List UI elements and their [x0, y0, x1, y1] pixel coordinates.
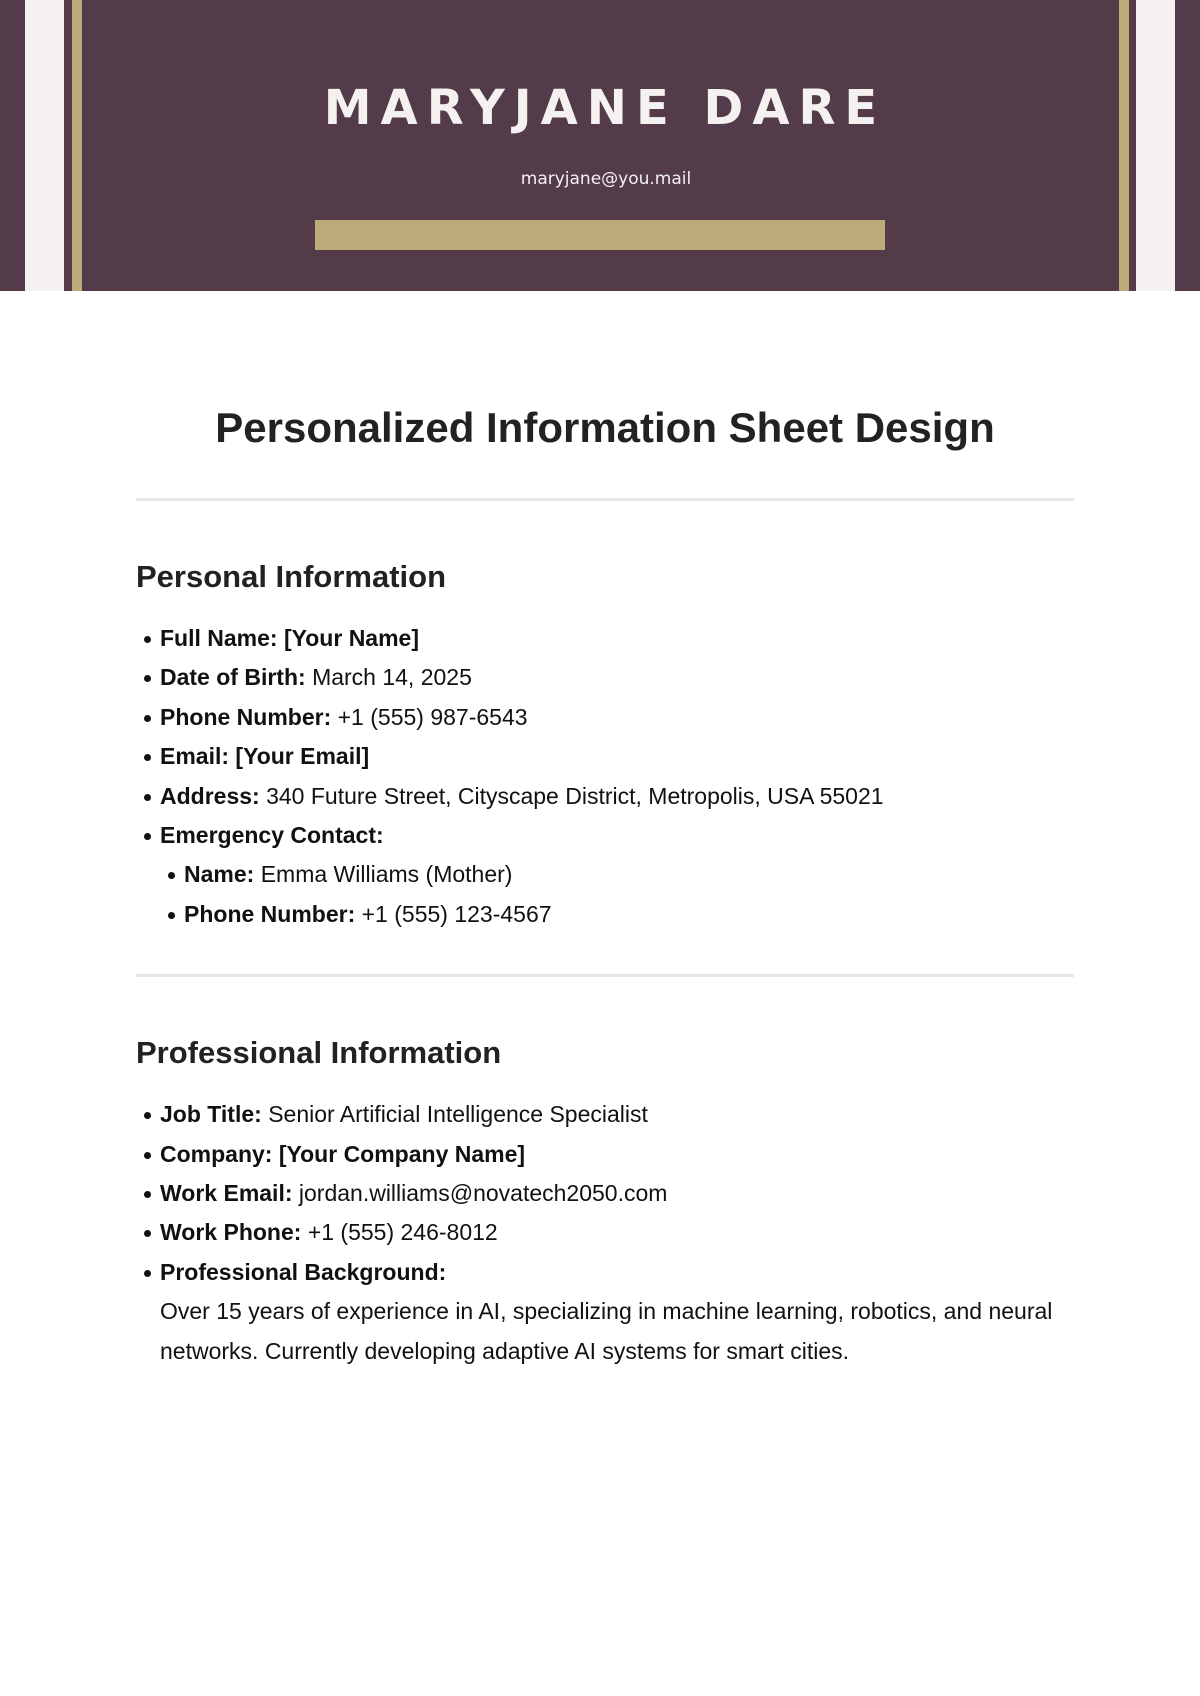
list-item-emergency-name	[160, 855, 1074, 894]
emergency-name-value: Emma Williams (Mother)	[260, 861, 513, 888]
list-item-full-name	[136, 619, 1074, 658]
phone-value: +1 (555) 987-6543	[337, 703, 528, 730]
email-label: Email: [Your Email]	[160, 743, 370, 770]
professional-background-label: Professional Background:	[160, 1258, 447, 1285]
right-cream-stripe	[1136, 0, 1175, 291]
document-body	[136, 388, 1074, 1371]
header-name: MARYJANE DARE	[323, 80, 887, 136]
phone-label: Phone Number:	[160, 703, 332, 730]
emergency-contact-list	[160, 855, 1074, 934]
work-email-label: Work Email:	[160, 1180, 293, 1207]
emergency-phone-value: +1 (555) 123-4567	[361, 900, 552, 927]
address-value: 340 Future Street, Cityscape District, Metropolis, USA 55021	[266, 782, 884, 809]
list-item-dob	[136, 658, 1074, 697]
list-item-professional-background	[136, 1253, 1074, 1371]
emergency-name-label: Name:	[184, 861, 255, 888]
list-item-job-title	[136, 1095, 1074, 1134]
header-email: maryjane@you.mail	[520, 169, 692, 189]
work-email-value: jordan.williams@novatech2050.com	[298, 1180, 668, 1207]
title-divider	[136, 498, 1074, 501]
header-gold-bar	[315, 220, 885, 250]
list-item-email	[136, 737, 1074, 776]
company-label: Company: [Your Company Name]	[160, 1140, 526, 1167]
work-phone-value: +1 (555) 246-8012	[307, 1219, 498, 1246]
header-banner	[0, 0, 1200, 291]
list-item-emergency-contact	[136, 816, 1074, 934]
list-item-emergency-phone	[160, 895, 1074, 934]
emergency-phone-label: Phone Number:	[184, 900, 356, 927]
address-label: Address:	[160, 782, 260, 809]
full-name-label: Full Name: [Your Name]	[160, 625, 419, 651]
left-cream-stripe	[25, 0, 64, 291]
left-gold-stripe	[72, 0, 82, 291]
emergency-contact-label: Emergency Contact:	[160, 822, 384, 849]
work-phone-label: Work Phone:	[160, 1219, 302, 1246]
professional-background-text: Over 15 years of experience in AI, specializing in machine learning, robotics, and neural networks. Currently developing adaptive AI systems for smart cities.	[160, 1298, 1053, 1364]
list-item-phone	[136, 698, 1074, 737]
personal-info-heading: Personal Information	[136, 559, 447, 594]
job-title-label: Job Title:	[160, 1101, 262, 1128]
list-item-company	[136, 1135, 1074, 1174]
professional-info-heading: Professional Information	[136, 1035, 502, 1071]
professional-info-list	[136, 1095, 1074, 1371]
list-item-work-phone	[136, 1213, 1074, 1252]
dob-value: March 14, 2025	[312, 664, 472, 691]
section-divider	[136, 974, 1074, 977]
list-item-work-email	[136, 1174, 1074, 1213]
list-item-address	[136, 777, 1074, 816]
right-gold-stripe	[1119, 0, 1129, 291]
document-title: Personalized Information Sheet Design	[215, 404, 995, 451]
dob-label: Date of Birth:	[160, 664, 306, 691]
job-title-value: Senior Artificial Intelligence Specialist	[268, 1101, 648, 1128]
personal-info-list	[136, 619, 1074, 934]
